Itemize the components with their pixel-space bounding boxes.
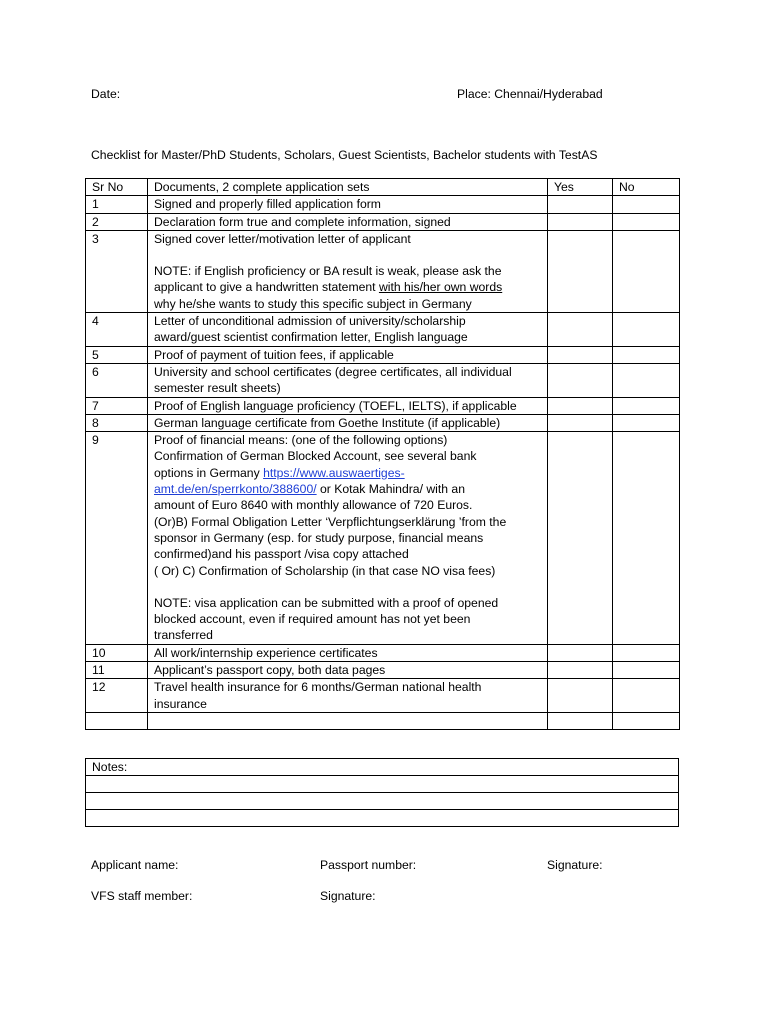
row-number: 11 — [86, 662, 148, 679]
row-text-line — [154, 465, 541, 481]
row-text-line: ( Or) C) Confirmation of Scholarship (in that case NO visa fees) — [154, 563, 496, 578]
row-document — [148, 213, 548, 230]
table-row — [86, 397, 680, 414]
row-text-line: All work/internship experience certificates — [154, 645, 378, 660]
row-text-line — [154, 481, 541, 497]
row-document — [148, 397, 548, 414]
place-label: Place: Chennai/Hyderabad — [457, 87, 603, 101]
passport-number-label: Passport number: — [320, 858, 417, 872]
no-cell[interactable] — [613, 414, 680, 431]
row-text-line: German language certificate from Goethe Institute (if applicable) — [154, 415, 501, 430]
no-cell[interactable] — [613, 196, 680, 213]
row-document — [148, 313, 548, 347]
no-cell[interactable] — [613, 662, 680, 679]
row-document — [148, 644, 548, 661]
table-row — [86, 679, 680, 713]
yes-cell[interactable] — [548, 712, 613, 729]
yes-cell[interactable] — [548, 644, 613, 661]
notes-label: Notes: — [86, 759, 679, 776]
table-row — [86, 414, 680, 431]
row-document — [148, 662, 548, 679]
row-text-line: insurance — [154, 696, 207, 711]
empty-cell — [86, 712, 148, 729]
column-header-yes: Yes — [548, 179, 613, 196]
row-text-line: Proof of English language proficiency (TOEFL, IELTS), if applicable — [154, 398, 517, 413]
table-row — [86, 213, 680, 230]
row-text-line: Declaration form true and complete information, signed — [154, 214, 451, 229]
table-row — [86, 230, 680, 312]
row-note-line — [154, 279, 541, 295]
row-document — [148, 679, 548, 713]
notes-line[interactable] — [86, 810, 679, 827]
staff-signature-label: Signature: — [320, 889, 376, 903]
row-text: or Kotak Mahindra/ with an — [316, 482, 465, 497]
no-cell[interactable] — [613, 213, 680, 230]
page-title: Checklist for Master/PhD Students, Scholars, Guest Scientists, Bachelor students with TestAS — [91, 148, 598, 162]
table-row — [86, 313, 680, 347]
row-text-line: sponsor in Germany (esp. for study purpose, financial means — [154, 530, 484, 545]
vfs-staff-label: VFS staff member: — [91, 889, 193, 903]
row-number: 2 — [86, 213, 148, 230]
row-text-line: Proof of payment of tuition fees, if applicable — [154, 347, 394, 362]
row-number: 4 — [86, 313, 148, 347]
table-row — [86, 432, 680, 645]
yes-cell[interactable] — [548, 662, 613, 679]
yes-cell[interactable] — [548, 414, 613, 431]
yes-cell[interactable] — [548, 196, 613, 213]
row-document — [148, 363, 548, 397]
no-cell[interactable] — [613, 432, 680, 645]
row-text-line: Signed and properly filled application form — [154, 197, 381, 212]
row-text-line: amount of Euro 8640 with monthly allowance of 720 Euros. — [154, 498, 473, 513]
sperrkonto-link-continued[interactable]: amt.de/en/sperrkonto/388600/ — [154, 482, 317, 497]
notes-table — [85, 758, 679, 827]
row-number: 7 — [86, 397, 148, 414]
row-document — [148, 230, 548, 312]
sperrkonto-link[interactable]: https://www.auswaertiges- — [263, 465, 405, 480]
signature-label: Signature: — [547, 858, 603, 872]
table-row — [86, 644, 680, 661]
row-number: 6 — [86, 363, 148, 397]
row-text: options in Germany — [154, 465, 264, 480]
table-row — [86, 363, 680, 397]
no-cell[interactable] — [613, 346, 680, 363]
row-note-line: NOTE: if English proficiency or BA result is weak, please ask the — [154, 264, 502, 279]
row-note-line: why he/she wants to study this specific subject in Germany — [154, 296, 472, 311]
column-header-documents: Documents, 2 complete application sets — [148, 179, 548, 196]
row-text-line: semester result sheets) — [154, 381, 281, 396]
row-note-line: NOTE: visa application can be submitted with a proof of opened — [154, 595, 499, 610]
table-header-row — [86, 179, 680, 196]
no-cell[interactable] — [613, 363, 680, 397]
row-document — [148, 414, 548, 431]
row-text-line: Proof of financial means: (one of the following options) — [154, 433, 448, 448]
table-row — [86, 662, 680, 679]
table-row-empty — [86, 712, 680, 729]
row-number: 9 — [86, 432, 148, 645]
row-number: 1 — [86, 196, 148, 213]
row-note-underlined: with his/her own words — [378, 280, 503, 295]
row-number: 12 — [86, 679, 148, 713]
no-cell[interactable] — [613, 397, 680, 414]
row-number: 10 — [86, 644, 148, 661]
no-cell[interactable] — [613, 679, 680, 713]
row-text-line: University and school certificates (degree certificates, all individual — [154, 364, 512, 379]
no-cell[interactable] — [613, 230, 680, 312]
row-text-line: Confirmation of German Blocked Account, see several bank — [154, 449, 477, 464]
row-note-line: blocked account, even if required amount has not yet been — [154, 612, 471, 627]
table-row — [86, 346, 680, 363]
row-text-line: (Or)B) Formal Obligation Letter ‘Verpflichtungserklärung ’from the — [154, 514, 507, 529]
checklist-table — [85, 178, 680, 730]
empty-cell[interactable] — [148, 712, 548, 729]
row-document — [148, 196, 548, 213]
yes-cell[interactable] — [548, 230, 613, 312]
no-cell[interactable] — [613, 313, 680, 347]
yes-cell[interactable] — [548, 213, 613, 230]
no-cell[interactable] — [613, 712, 680, 729]
row-text-line: Letter of unconditional admission of university/scholarship — [154, 314, 466, 329]
yes-cell[interactable] — [548, 397, 613, 414]
row-document — [148, 346, 548, 363]
row-text-line: confirmed)and his passport /visa copy attached — [154, 547, 409, 562]
notes-line[interactable] — [86, 776, 679, 793]
row-note-text: applicant to give a handwritten statement — [154, 280, 379, 295]
yes-cell[interactable] — [548, 679, 613, 713]
row-note-line: transferred — [154, 628, 213, 643]
row-text-line: Applicant’s passport copy, both data pages — [154, 663, 386, 678]
column-header-sr-no: Sr No — [86, 179, 148, 196]
no-cell[interactable] — [613, 644, 680, 661]
row-text-line: Travel health insurance for 6 months/German national health — [154, 680, 482, 695]
yes-cell[interactable] — [548, 346, 613, 363]
column-header-no: No — [613, 179, 680, 196]
row-number: 5 — [86, 346, 148, 363]
applicant-name-label: Applicant name: — [91, 858, 179, 872]
row-number: 8 — [86, 414, 148, 431]
date-label: Date: — [91, 87, 121, 101]
row-text-line: Signed cover letter/motivation letter of applicant — [154, 231, 411, 246]
notes-line[interactable] — [86, 793, 679, 810]
row-number: 3 — [86, 230, 148, 312]
yes-cell[interactable] — [548, 313, 613, 347]
row-text-line: award/guest scientist confirmation letter, English language — [154, 330, 468, 345]
row-document — [148, 432, 548, 645]
yes-cell[interactable] — [548, 432, 613, 645]
table-row — [86, 196, 680, 213]
yes-cell[interactable] — [548, 363, 613, 397]
